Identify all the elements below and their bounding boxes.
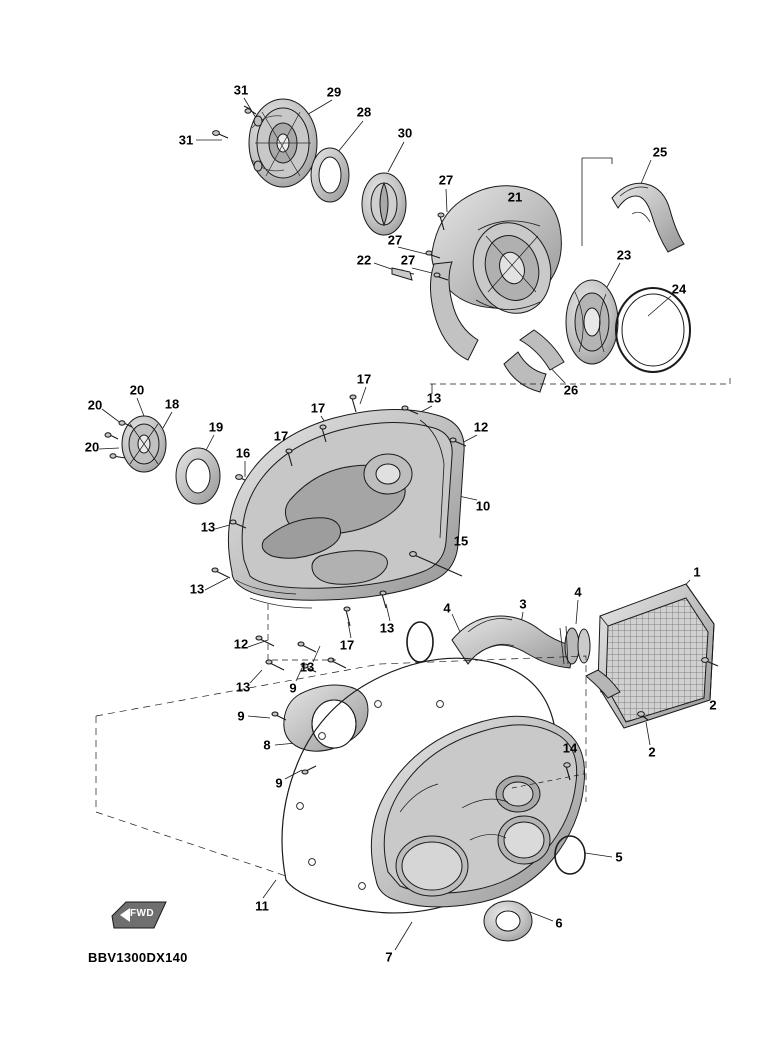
- callout-number: 2: [709, 697, 717, 713]
- callout-number: 2: [648, 744, 656, 760]
- callout-number: 27: [400, 252, 416, 268]
- callout-number: 27: [438, 172, 454, 188]
- callout-number: 4: [443, 600, 451, 616]
- callout-number: 24: [671, 281, 687, 297]
- callout-number: 27: [387, 232, 403, 248]
- callout-number: 12: [233, 636, 249, 652]
- part-code-label: BBV1300DX140: [88, 950, 188, 965]
- callout-number: 14: [562, 740, 578, 756]
- callout-number: 13: [379, 620, 395, 636]
- callout-number: 19: [208, 419, 224, 435]
- callout-number: 18: [164, 396, 180, 412]
- fwd-label: FWD: [130, 908, 154, 919]
- callout-number: 31: [178, 132, 194, 148]
- callout-number: 9: [289, 680, 297, 696]
- callout-number: 31: [233, 82, 249, 98]
- callout-number: 20: [87, 397, 103, 413]
- callout-number: 10: [475, 498, 491, 514]
- callout-number: 17: [356, 371, 372, 387]
- callout-number: 20: [129, 382, 145, 398]
- callout-number: 23: [616, 247, 632, 263]
- callout-number: 13: [189, 581, 205, 597]
- callout-number: 26: [563, 382, 579, 398]
- callout-number: 16: [235, 445, 251, 461]
- callout-number: 28: [356, 104, 372, 120]
- callout-number: 9: [275, 775, 283, 791]
- callout-number: 15: [453, 533, 469, 549]
- callout-number: 29: [326, 84, 342, 100]
- callout-number: 13: [235, 679, 251, 695]
- callout-number: 1: [693, 564, 701, 580]
- callout-number: 17: [273, 428, 289, 444]
- callout-number: 8: [263, 737, 271, 753]
- callout-number: 21: [507, 189, 523, 205]
- callout-number: 3: [519, 596, 527, 612]
- callout-number: 25: [652, 144, 668, 160]
- callout-number: 13: [299, 659, 315, 675]
- callout-number: 11: [255, 898, 269, 914]
- callout-number: 17: [310, 400, 326, 416]
- callout-number: 20: [84, 439, 100, 455]
- callout-number: 13: [426, 390, 442, 406]
- callout-number: 6: [555, 915, 563, 931]
- callout-number: 22: [356, 252, 372, 268]
- callout-number: 17: [339, 637, 355, 653]
- callout-number: 12: [473, 419, 489, 435]
- callout-number: 9: [237, 708, 245, 724]
- callout-number: 4: [574, 584, 582, 600]
- callout-number: 5: [615, 849, 623, 865]
- callout-number: 30: [397, 125, 413, 141]
- callout-number: 13: [200, 519, 216, 535]
- callout-number: 7: [385, 949, 393, 965]
